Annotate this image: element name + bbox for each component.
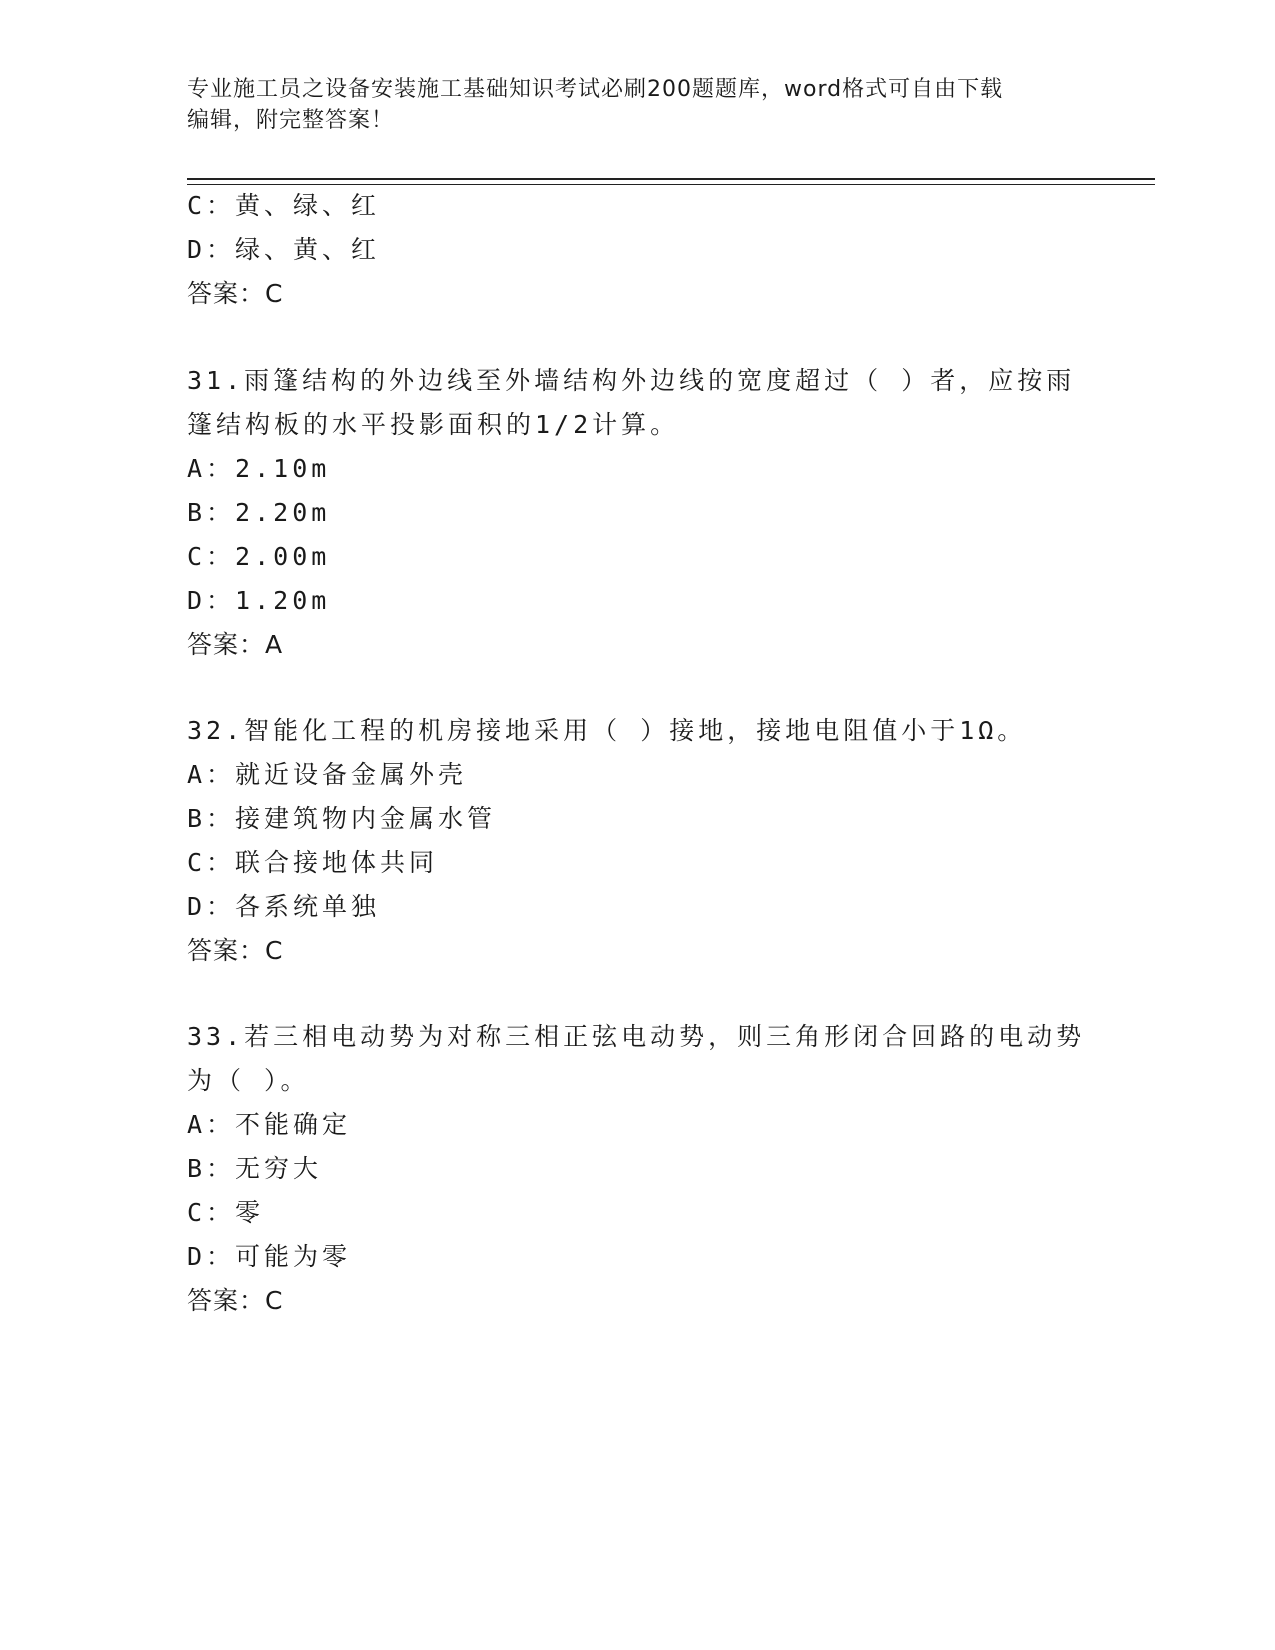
question-33-stem-line-2: 为（ ）。 (187, 1066, 310, 1095)
question-33-option-d: D：可能为零 (187, 1242, 352, 1271)
document-header (187, 74, 1087, 136)
question-33-option-a: A：不能确定 (187, 1110, 352, 1139)
answer: 答案：C (187, 279, 284, 308)
option-c: C：黄、绿、红 (187, 191, 381, 220)
question-31-stem-line-2: 篷结构板的水平投影面积的1/2计算。 (187, 410, 680, 439)
question-32-stem-line-1: 32.智能化工程的机房接地采用（ ）接地，接地电阻值小于1Ω。 (187, 716, 1027, 745)
question-31-option-a: A：2.10m (187, 454, 331, 483)
question-31-option-d: D：1.20m (187, 586, 331, 615)
question-32-option-a: A：就近设备金属外壳 (187, 760, 468, 789)
question-31-option-c: C：2.00m (187, 542, 331, 571)
question-32-option-d: D：各系统单独 (187, 892, 381, 921)
header-line-1: 专业施工员之设备安装施工基础知识考试必刷200题题库，word格式可自由下载 (187, 77, 1004, 102)
question-33-option-b: B：无穷大 (187, 1154, 323, 1183)
question-31-stem-line-1: 31.雨篷结构的外边线至外墙结构外边线的宽度超过（ ）者，应按雨 (187, 366, 1076, 395)
header-line-2: 编辑，附完整答案！ (187, 108, 395, 133)
question-32-option-b: B：接建筑物内金属水管 (187, 804, 497, 833)
option-d: D：绿、黄、红 (187, 235, 381, 264)
question-31-answer: 答案：A (187, 630, 284, 659)
header-rule (187, 178, 1155, 180)
question-31-option-b: B：2.20m (187, 498, 331, 527)
question-32-option-c: C：联合接地体共同 (187, 848, 439, 877)
question-33-option-c: C：零 (187, 1198, 265, 1227)
header-rule-thin (187, 184, 1155, 185)
question-32-answer: 答案：C (187, 936, 284, 965)
question-33-stem-line-1: 33.若三相电动势为对称三相正弦电动势，则三角形闭合回路的电动势 (187, 1022, 1086, 1051)
question-33-answer: 答案：C (187, 1286, 284, 1315)
